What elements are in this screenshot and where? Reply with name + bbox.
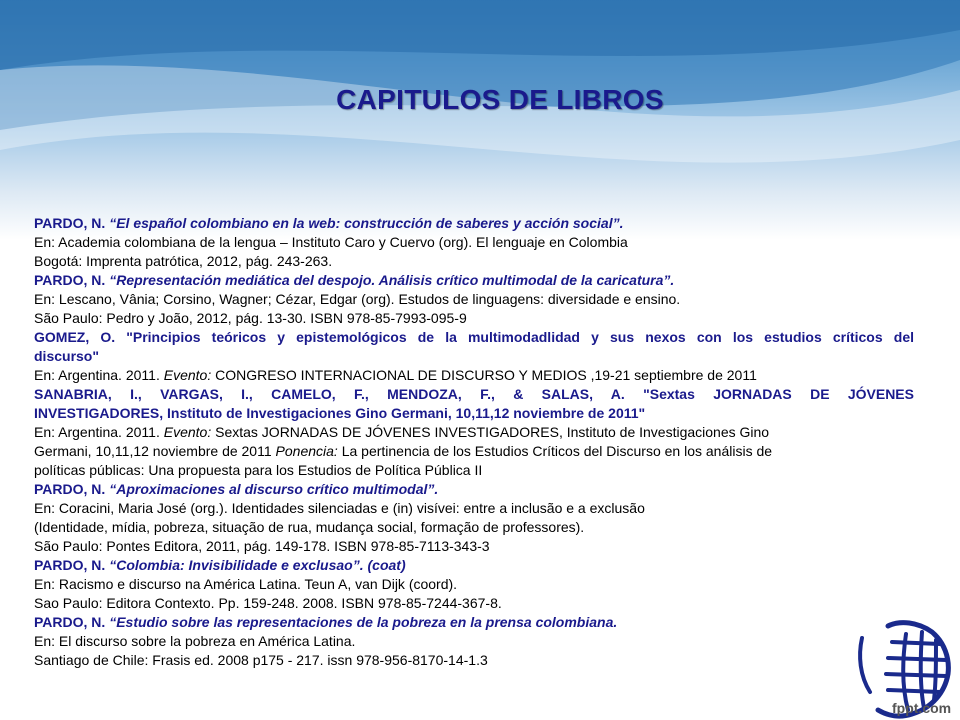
reference-7-line-2: Santiago de Chile: Frasis ed. 2008 p175 - 217. issn 978-956-8170-14-1.3	[34, 652, 488, 668]
reference-author: PARDO, N.	[34, 215, 106, 231]
reference-4-heading-cont: INVESTIGADORES, Instituto de Investigaciones Gino Germani, 10,11,12 noviembre de 2011"	[34, 405, 646, 421]
reference-7-heading	[34, 613, 914, 632]
reference-title: “El español colombiano en la web: construcción de saberes y acción social”.	[109, 215, 624, 231]
reference-4-line-1	[34, 423, 914, 442]
reference-text: En: Argentina. 2011.	[34, 367, 164, 383]
reference-4-line-3: políticas públicas: Una propuesta para los Estudios de Política Pública II	[34, 462, 483, 478]
reference-title: “Aproximaciones al discurso crítico multimodal”.	[109, 481, 439, 497]
reference-3-heading: GOMEZ, O. "Principios teóricos y epistemológicos de la multimodadlidad y sus nexos con los estudios críticos del	[34, 329, 914, 345]
reference-4-line-2	[34, 442, 914, 461]
reference-3-line-1	[34, 366, 914, 385]
reference-text: Sextas JORNADAS DE JÓVENES INVESTIGADORES, Instituto de Investigaciones Gino	[211, 424, 770, 440]
reference-2-line-2: São Paulo: Pedro y João, 2012, pág. 13-30. ISBN 978-85-7993-095-9	[34, 310, 467, 326]
event-label: Evento:	[163, 424, 212, 440]
brand-watermark: fppt.com	[892, 700, 952, 716]
reference-title: “Estudio sobre las representaciones de la pobreza en la prensa colombiana.	[109, 614, 618, 630]
reference-2-line-1: En: Lescano, Vânia; Corsino, Wagner; Cézar, Edgar (org). Estudos de linguagens: diversidade e ensino.	[34, 291, 681, 307]
reference-text: En: Argentina. 2011.	[34, 424, 164, 440]
reference-author: PARDO, N.	[34, 481, 106, 497]
reference-6-line-1: En: Racismo e discurso na América Latina. Teun A, van Dijk (coord).	[34, 576, 458, 592]
reference-title: “Colombia: Invisibilidade e exclusao”. (coat)	[109, 557, 406, 573]
reference-title: “Representación mediática del despojo. Análisis crítico multimodal de la caricatura”.	[109, 272, 675, 288]
reference-author: PARDO, N.	[34, 557, 106, 573]
reference-1-heading	[34, 214, 914, 233]
reference-text: La pertinencia de los Estudios Críticos del Discurso en los análisis de	[337, 443, 773, 459]
reference-author: PARDO, N.	[34, 272, 106, 288]
reference-2-heading	[34, 271, 914, 290]
event-label: Evento:	[163, 367, 212, 383]
ponencia-label: Ponencia:	[275, 443, 338, 459]
reference-6-heading	[34, 556, 914, 575]
reference-5-line-1: En: Coracini, Maria José (org.). Identidades silenciadas e (in) visívei: entre a inclusão e a exclusão	[34, 500, 645, 516]
reference-text: CONGRESO INTERNACIONAL DE DISCURSO Y MEDIOS ,19-21 septiembre de 2011	[211, 367, 757, 383]
reference-6-line-2: Sao Paulo: Editora Contexto. Pp. 159-248. 2008. ISBN 978-85-7244-367-8.	[34, 595, 502, 611]
reference-5-heading	[34, 480, 914, 499]
slide-title: CAPITULOS DE LIBROS	[336, 84, 664, 115]
references-list	[34, 214, 914, 670]
reference-5-line-3: São Paulo: Pontes Editora, 2011, pág. 149-178. ISBN 978-85-7113-343-3	[34, 538, 490, 554]
header-swoosh	[0, 0, 960, 240]
reference-5-line-2: (Identidade, mídia, pobreza, situação de rua, mudança social, formação de professores).	[34, 519, 585, 535]
reference-author: PARDO, N.	[34, 614, 106, 630]
reference-1-line-2: Bogotá: Imprenta patrótica, 2012, pág. 243-263.	[34, 253, 333, 269]
reference-7-line-1: En: El discurso sobre la pobreza en América Latina.	[34, 633, 356, 649]
reference-1-line-1: En: Academia colombiana de la lengua – Instituto Caro y Cuervo (org). El lenguaje en Colombia	[34, 234, 628, 250]
reference-text: Germani, 10,11,12 noviembre de 2011	[34, 443, 276, 459]
reference-3-heading-cont: discurso"	[34, 348, 99, 364]
reference-4-heading: SANABRIA, I., VARGAS, I., CAMELO, F., MENDOZA, F., & SALAS, A. "Sextas JORNADAS DE JÓVENES	[34, 386, 914, 402]
